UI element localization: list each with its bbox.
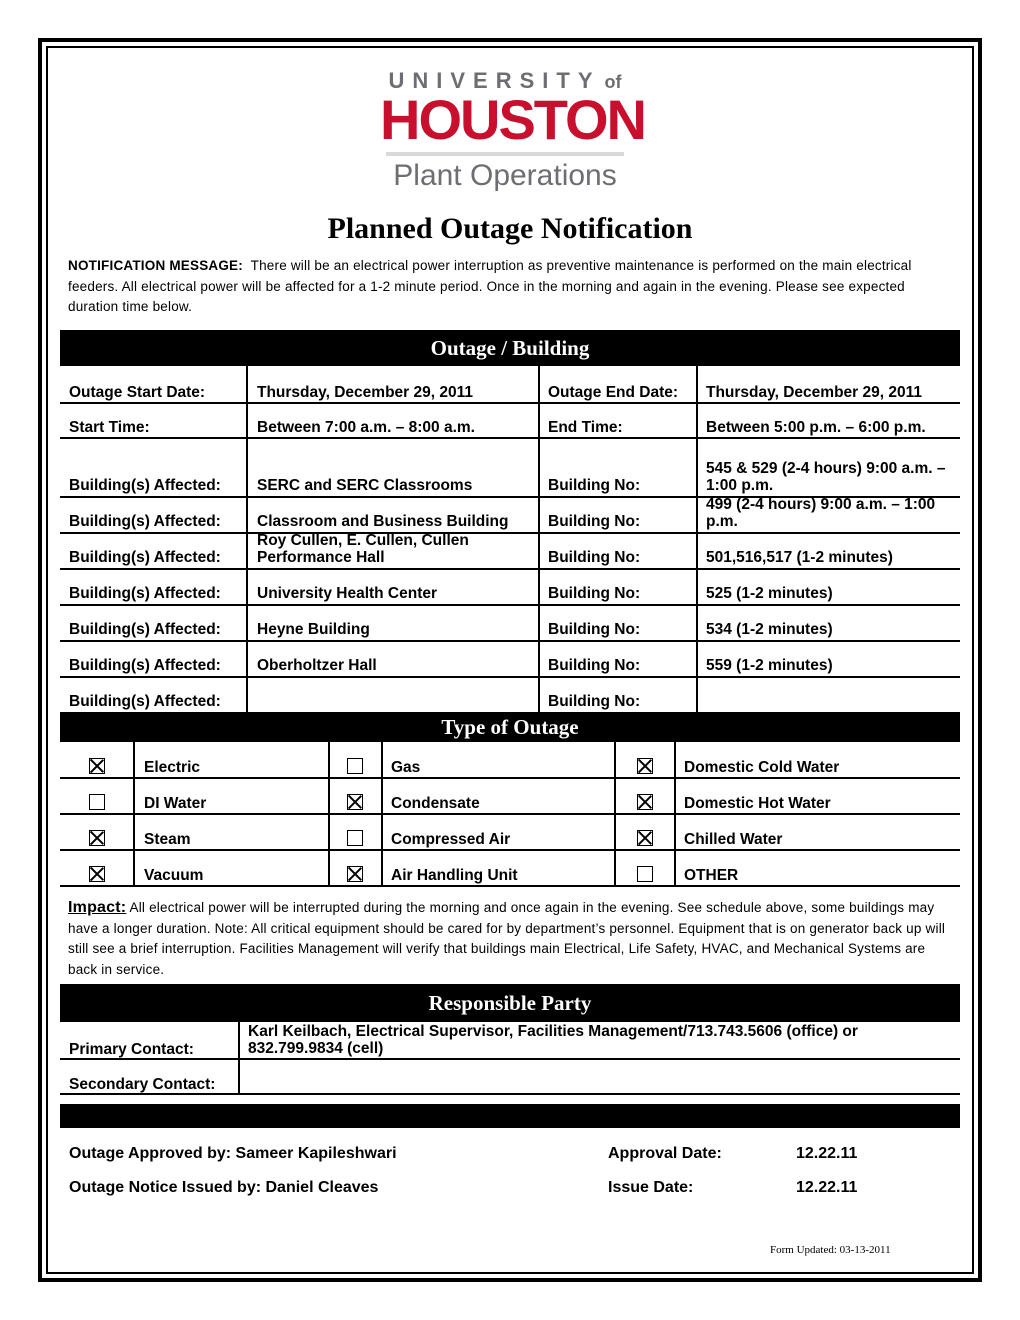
building-no-label: Building No:	[548, 513, 641, 530]
outage-type-label: DI Water	[144, 795, 207, 812]
section-header-type-of-outage: Type of Outage	[60, 712, 960, 742]
row-divider	[60, 676, 960, 678]
approved-by: Sameer Kapileshwari	[235, 1145, 397, 1162]
checkbox-vacuum[interactable]	[89, 866, 105, 882]
building-no: 559 (1-2 minutes)	[706, 657, 833, 674]
section-header-outage-building: Outage / Building	[60, 330, 960, 366]
building-no-label: Building No:	[548, 585, 641, 602]
building-affected-label: Building(s) Affected:	[69, 477, 221, 494]
building-name: Heyne Building	[257, 621, 370, 638]
end-time-label: End Time:	[548, 419, 623, 436]
logo-of: of	[604, 72, 622, 92]
building-no: 525 (1-2 minutes)	[706, 585, 833, 602]
logo-divider	[386, 152, 624, 156]
checkbox-steam[interactable]	[89, 830, 105, 846]
approved-by-label: Outage Approved by:	[69, 1145, 232, 1162]
column-divider	[614, 742, 616, 886]
row-divider	[60, 813, 960, 815]
column-divider	[381, 742, 383, 886]
primary-contact: Karl Keilbach, Electrical Supervisor, Facilities Management/713.743.5606 (office) or 832.799.9834 (cell)	[248, 1023, 858, 1057]
notification-text: There will be an electrical power interruption as preventive maintenance is performed on the main electrical feeders. All electrical power will be affected for a 1-2 minute period. Once in the morning and again in the evening. Please see expected duration time below.	[68, 258, 912, 314]
column-divider	[328, 742, 330, 886]
page-title: Planned Outage Notification	[327, 212, 693, 245]
outage-type-label: OTHER	[684, 867, 739, 884]
checkbox-air-handling-unit[interactable]	[347, 866, 363, 882]
checkbox-compressed-air[interactable]	[347, 830, 363, 846]
university-logo	[380, 68, 645, 194]
row-divider	[60, 885, 960, 887]
building-affected-label: Building(s) Affected:	[69, 657, 221, 674]
building-affected-label: Building(s) Affected:	[69, 549, 221, 566]
section-header-responsible-party: Responsible Party	[60, 984, 960, 1022]
row-divider	[60, 640, 960, 642]
checkbox-other[interactable]	[637, 866, 653, 882]
outage-type-label: Compressed Air	[391, 831, 511, 848]
outage-type-label: Chilled Water	[684, 831, 783, 848]
building-name: Classroom and Business Building	[257, 513, 509, 530]
building-affected-label: Building(s) Affected:	[69, 621, 221, 638]
outage-end-date: Thursday, December 29, 2011	[706, 384, 922, 401]
outage-type-label: Steam	[144, 831, 191, 848]
approval-date-label: Approval Date:	[608, 1145, 722, 1162]
secondary-contact-label: Secondary Contact:	[69, 1076, 216, 1093]
building-no: 499 (2-4 hours) 9:00 a.m. – 1:00 p.m.	[706, 496, 936, 530]
section-footer-bar	[60, 1104, 960, 1128]
building-no-label: Building No:	[548, 657, 641, 674]
checkbox-domestic-hot-water[interactable]	[637, 794, 653, 810]
building-affected-label: Building(s) Affected:	[69, 693, 221, 710]
column-divider	[696, 366, 698, 712]
building-no: 545 & 529 (2-4 hours) 9:00 a.m. – 1:00 p.m.	[706, 460, 946, 494]
building-no: 501,516,517 (1-2 minutes)	[706, 549, 893, 566]
notification-label: NOTIFICATION MESSAGE	[68, 258, 239, 273]
checkbox-di-water[interactable]	[89, 794, 105, 810]
start-time: Between 7:00 a.m. – 8:00 a.m.	[257, 419, 475, 436]
outage-start-date: Thursday, December 29, 2011	[257, 384, 473, 401]
checkbox-condensate[interactable]	[347, 794, 363, 810]
column-divider	[133, 742, 135, 886]
building-name: University Health Center	[257, 585, 438, 602]
outage-type-label: Condensate	[391, 795, 480, 812]
column-divider	[246, 366, 248, 712]
impact-text: All electrical power will be interrupted during the morning and once again in the evening. See schedule above, some buildings may have a longer duration. Note: All critical equipment should be cared for by department’s personnel. Equipment that is on generator back up will still see a brief interruption. Facilities Management will verify that buildings main Electrical, Life Safety, HVAC, and Mechanical Systems are back in service.	[68, 900, 946, 977]
checkbox-electric[interactable]	[89, 758, 105, 774]
checkbox-domestic-cold-water[interactable]	[637, 758, 653, 774]
issued-by-row	[69, 1179, 378, 1197]
checkbox-chilled-water[interactable]	[637, 830, 653, 846]
issue-date: 12.22.11	[796, 1179, 858, 1196]
outage-type-label: Gas	[391, 759, 421, 776]
building-name: Roy Cullen, E. Cullen, Cullen Performance Hall	[257, 532, 469, 566]
logo-plant-operations: Plant Operations	[393, 159, 617, 192]
row-divider	[60, 402, 960, 404]
approved-by-row	[69, 1145, 397, 1163]
issued-by: Daniel Cleaves	[265, 1179, 379, 1196]
row-divider	[60, 1058, 960, 1060]
building-no-label: Building No:	[548, 621, 641, 638]
building-affected-label: Building(s) Affected:	[69, 585, 221, 602]
row-divider	[60, 437, 960, 439]
outage-type-label: Electric	[144, 759, 201, 776]
building-no-label: Building No:	[548, 477, 641, 494]
row-divider	[60, 1093, 960, 1095]
building-name: SERC and SERC Classrooms	[257, 477, 473, 494]
form-updated: Form Updated: 03-13-2011	[770, 1244, 891, 1256]
issue-date-label: Issue Date:	[608, 1179, 694, 1196]
impact-label: Impact	[68, 899, 121, 916]
outage-type-label: Domestic Cold Water	[684, 759, 840, 776]
row-divider	[60, 568, 960, 570]
outage-end-date-label: Outage End Date:	[548, 384, 679, 401]
primary-contact-label: Primary Contact:	[69, 1041, 194, 1058]
impact-paragraph: Impact: All electrical power will be interrupted during the morning and once again in the evening. See schedule above, some buildings may have a longer duration. Note: All critical equipment should be cared for by department’s personnel. Equipment that is on generator back up will still see a brief interruption. Facilities Management will verify that buildings main Electrical, Life Safety, HVAC, and Mechanical Systems are back in service.	[68, 899, 946, 977]
end-time: Between 5:00 p.m. – 6:00 p.m.	[706, 419, 926, 436]
issued-by-label: Outage Notice Issued by:	[69, 1179, 262, 1196]
building-no-label: Building No:	[548, 549, 641, 566]
outage-type-label: Domestic Hot Water	[684, 795, 831, 812]
logo-houston: HOUSTON	[380, 88, 645, 151]
approval-date: 12.22.11	[796, 1145, 858, 1162]
notification-message: NOTIFICATION MESSAGE: There will be an electrical power interruption as preventive maintenance is performed on the main electrical feeders. All electrical power will be affected for a 1-2 minute period. Once in the morning and again in the evening. Please see expected duration time below.	[68, 258, 912, 314]
outage-start-date-label: Outage Start Date:	[69, 384, 206, 401]
row-divider	[60, 604, 960, 606]
row-divider	[60, 849, 960, 851]
logo-university: UNIVERSITY	[388, 68, 601, 93]
building-affected-label: Building(s) Affected:	[69, 513, 221, 530]
building-name: Oberholtzer Hall	[257, 657, 377, 674]
outage-type-label: Vacuum	[144, 867, 204, 884]
row-divider	[60, 777, 960, 779]
checkbox-gas[interactable]	[347, 758, 363, 774]
start-time-label: Start Time:	[69, 419, 150, 436]
column-divider	[674, 742, 676, 886]
outage-type-label: Air Handling Unit	[391, 867, 518, 884]
building-no-label: Building No:	[548, 693, 641, 710]
building-no: 534 (1-2 minutes)	[706, 621, 833, 638]
column-divider	[538, 366, 540, 712]
